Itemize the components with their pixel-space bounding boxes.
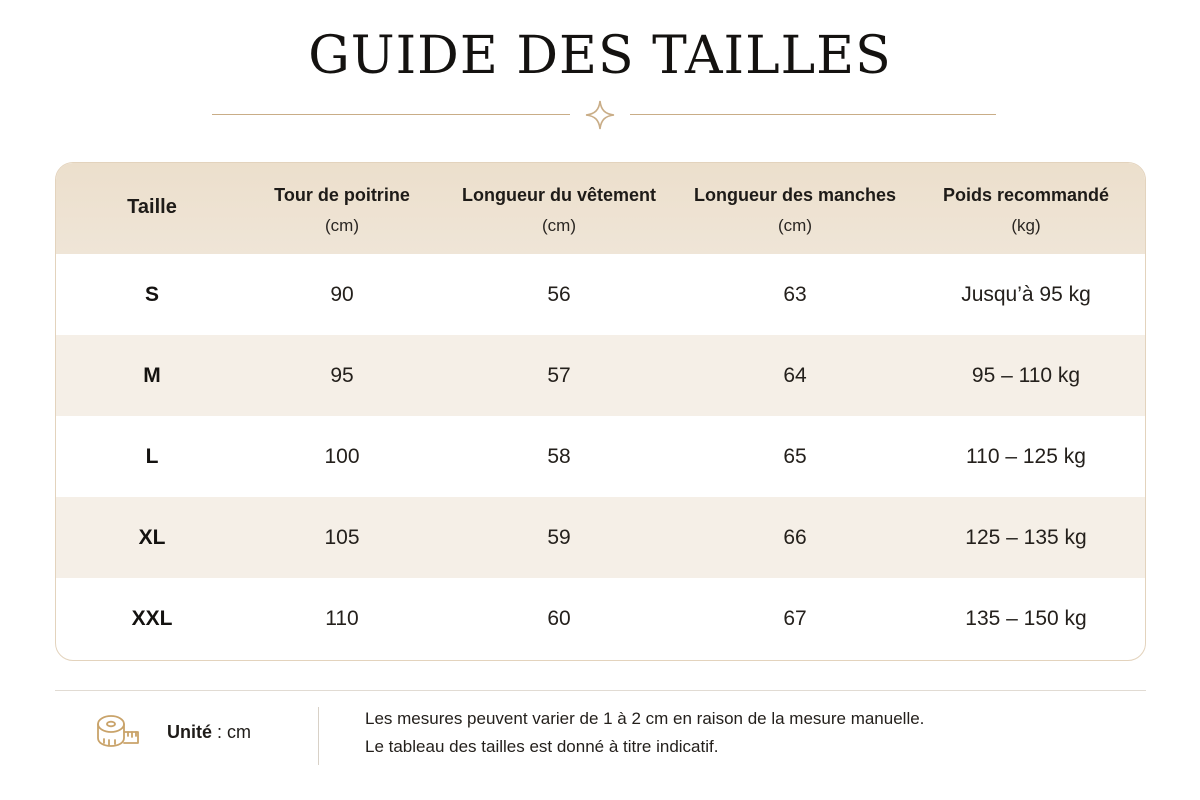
cell-chest: 100 — [324, 445, 360, 468]
header-unit: (kg) — [1011, 216, 1041, 235]
cell-chest: 105 — [324, 526, 360, 549]
cell-size: S — [144, 283, 160, 306]
header-label: Tour de poitrine — [274, 185, 410, 205]
cell-weight: Jusqu’à 95 kg — [961, 283, 1091, 306]
cell-sleeve: 64 — [783, 364, 807, 387]
cell-length: 58 — [547, 445, 571, 468]
cell-weight: 110 – 125 kg — [966, 445, 1086, 468]
cell-length: 59 — [547, 526, 571, 549]
cell-sleeve: 67 — [783, 607, 807, 630]
size-table — [55, 162, 1146, 661]
footer-divider — [55, 690, 1146, 691]
cell-size: M — [143, 364, 161, 387]
table-row — [56, 578, 1145, 659]
cell-length: 60 — [547, 607, 571, 630]
header-length — [462, 163, 656, 254]
cell-size: L — [145, 445, 159, 468]
cell-weight: 125 – 135 kg — [965, 526, 1087, 549]
cell-length: 57 — [547, 364, 571, 387]
cell-sleeve: 66 — [783, 526, 807, 549]
cell-chest: 90 — [330, 283, 354, 306]
table-row — [56, 335, 1145, 416]
header-label: Poids recommandé — [942, 185, 1110, 205]
cell-weight: 95 – 110 kg — [971, 364, 1081, 387]
note-line: Le tableau des tailles est donné à titre indicatif. — [365, 737, 719, 756]
header-unit: (cm) — [325, 216, 359, 235]
header-sleeve — [694, 163, 896, 254]
sparkle-icon — [585, 100, 615, 130]
table-header — [56, 163, 1145, 254]
header-unit: (cm) — [542, 216, 576, 235]
header-label: Taille — [127, 196, 177, 218]
cell-size: XXL — [131, 607, 173, 630]
divider-line-right — [630, 114, 996, 115]
header-weight — [943, 163, 1109, 254]
header-label: Longueur du vêtement — [461, 185, 657, 205]
cell-chest: 95 — [330, 364, 354, 387]
measuring-tape-icon — [95, 712, 141, 752]
cell-sleeve: 63 — [783, 283, 807, 306]
header-unit: (cm) — [778, 216, 812, 235]
cell-weight: 135 – 150 kg — [965, 607, 1087, 630]
table-row — [56, 497, 1145, 578]
unit-value: : cm — [217, 722, 252, 742]
header-size — [127, 163, 177, 254]
page-title: GUIDE DES TAILLES — [308, 26, 892, 86]
unit-label: Unité — [167, 722, 212, 742]
footer-separator — [318, 707, 319, 765]
cell-sleeve: 65 — [783, 445, 807, 468]
table-row — [56, 254, 1145, 335]
header-chest — [274, 163, 410, 254]
cell-size: XL — [138, 526, 166, 549]
unit-info — [167, 722, 251, 743]
note-line: Les mesures peuvent varier de 1 à 2 cm en raison de la mesure manuelle. — [365, 709, 925, 728]
divider-line-left — [212, 114, 570, 115]
header-label: Longueur des manches — [693, 185, 897, 205]
title-divider — [212, 100, 996, 130]
cell-chest: 110 — [325, 607, 359, 630]
table-row — [56, 416, 1145, 497]
cell-length: 56 — [547, 283, 571, 306]
